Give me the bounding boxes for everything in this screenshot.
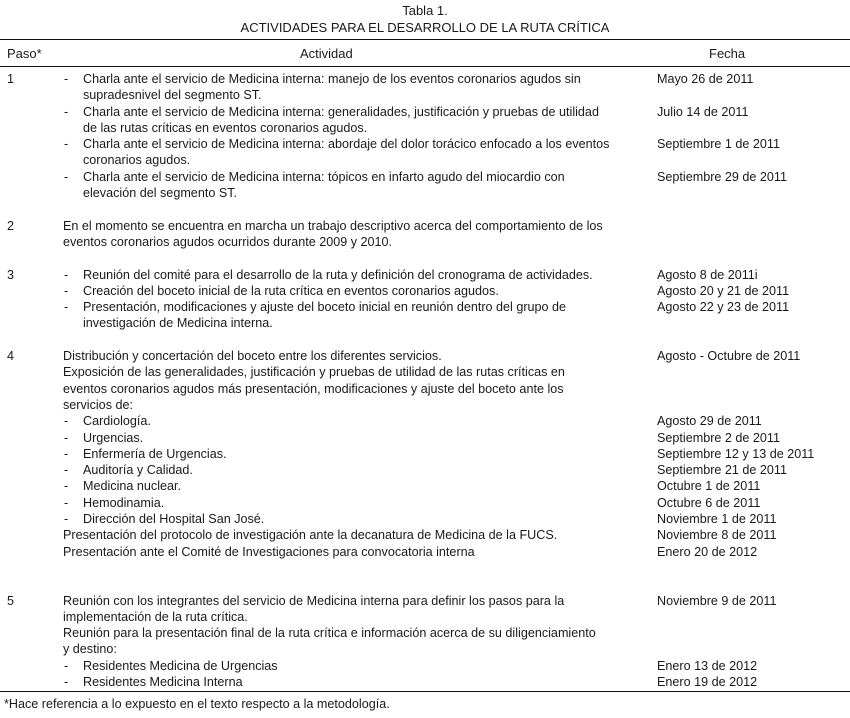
table-line bbox=[0, 641, 850, 657]
activity-text: Hemodinamia. bbox=[83, 495, 165, 510]
activity-date: Julio 14 de 2011 bbox=[657, 104, 749, 119]
activity-date: Agosto 8 de 2011i bbox=[657, 267, 758, 282]
activity-text: investigación de Medicina interna. bbox=[83, 316, 273, 331]
table-line bbox=[0, 674, 850, 690]
activity-text: Auditoría y Calidad. bbox=[83, 463, 193, 478]
table-row bbox=[0, 218, 850, 267]
activity-text: Medicina nuclear. bbox=[83, 479, 182, 494]
bullet-dash: - bbox=[64, 674, 69, 689]
bullet-dash: - bbox=[64, 300, 69, 315]
bullet-dash: - bbox=[64, 495, 69, 510]
activity-date: Noviembre 9 de 2011 bbox=[657, 593, 777, 608]
activity-text: coronarios agudos. bbox=[83, 153, 191, 168]
activity-text: elevación del segmento ST. bbox=[83, 186, 238, 201]
activity-text: eventos coronarios agudos ocurridos durante 2009 y 2010. bbox=[63, 234, 393, 249]
bullet-dash: - bbox=[64, 512, 69, 527]
row-spacer bbox=[0, 560, 850, 576]
table-line bbox=[0, 544, 850, 560]
activity-text: Presentación ante el Comité de Investigaciones para convocatoria interna bbox=[63, 544, 475, 559]
table-line bbox=[0, 218, 850, 234]
activity-date: Noviembre 1 de 2011 bbox=[657, 512, 777, 527]
activity-text: Charla ante el servicio de Medicina interna: generalidades, justificación y pruebas de utilidad bbox=[83, 104, 599, 119]
activity-date: Agosto - Octubre de 2011 bbox=[657, 349, 801, 364]
bullet-dash: - bbox=[64, 104, 69, 119]
bullet-dash: - bbox=[64, 479, 69, 494]
activity-text: servicios de: bbox=[63, 397, 133, 412]
bullet-dash: - bbox=[64, 446, 69, 461]
activity-text: Exposición de las generalidades, justificación y pruebas de utilidad de las rutas críticas en bbox=[63, 365, 565, 380]
activity-date: Septiembre 2 de 2011 bbox=[657, 430, 780, 445]
table-line bbox=[0, 430, 850, 446]
bullet-dash: - bbox=[64, 414, 69, 429]
table-line bbox=[0, 658, 850, 674]
table-row bbox=[0, 267, 850, 348]
bullet-dash: - bbox=[64, 430, 69, 445]
activity-text: Residentes Medicina Interna bbox=[83, 674, 243, 689]
activity-date: Enero 13 de 2012 bbox=[657, 658, 758, 673]
activity-date: Agosto 29 de 2011 bbox=[657, 414, 762, 429]
row-spacer bbox=[0, 576, 850, 592]
table-title: ACTIVIDADES PARA EL DESARROLLO DE LA RUTA CRÍTICA bbox=[240, 20, 610, 35]
activity-text: eventos coronarios agudos más presentación, modificaciones y ajuste del boceto ante los bbox=[63, 381, 564, 396]
row-spacer bbox=[0, 201, 850, 217]
activity-date: Octubre 6 de 2011 bbox=[657, 495, 761, 510]
table-line bbox=[0, 381, 850, 397]
activity-date: Octubre 1 de 2011 bbox=[657, 479, 761, 494]
header-fecha: Fecha bbox=[709, 46, 746, 61]
table-line bbox=[0, 364, 850, 380]
activity-text: Charla ante el servicio de Medicina interna: abordaje del dolor torácico enfocado a los eventos bbox=[83, 137, 610, 152]
bullet-dash: - bbox=[64, 463, 69, 478]
table-number: Tabla 1. bbox=[402, 3, 448, 18]
table-row bbox=[0, 593, 850, 691]
table-line bbox=[0, 593, 850, 609]
table-line bbox=[0, 71, 850, 87]
table-line bbox=[0, 315, 850, 331]
table-line bbox=[0, 234, 850, 250]
table-line bbox=[0, 413, 850, 429]
bullet-dash: - bbox=[64, 169, 69, 184]
activity-date: Mayo 26 de 2011 bbox=[657, 72, 754, 86]
activity-date: Noviembre 8 de 2011 bbox=[657, 528, 777, 543]
activity-text: Presentación del protocolo de investigación ante la decanatura de Medicina de la FUCS. bbox=[63, 528, 558, 543]
activity-text: Charla ante el servicio de Medicina interna: tópicos en infarto agudo del miocardio con bbox=[83, 169, 565, 184]
activity-text: Distribución y concertación del boceto entre los diferentes servicios. bbox=[63, 349, 442, 364]
bullet-dash: - bbox=[64, 137, 69, 152]
activity-date: Septiembre 21 de 2011 bbox=[657, 463, 787, 478]
activity-text: Presentación, modificaciones y ajuste del boceto inicial en reunión dentro del grupo de bbox=[83, 300, 567, 315]
activity-text: Residentes Medicina de Urgencias bbox=[83, 658, 278, 673]
activity-date: Septiembre 12 y 13 de 2011 bbox=[657, 446, 815, 461]
bullet-dash: - bbox=[64, 283, 69, 298]
table-line bbox=[0, 185, 850, 201]
header-rule bbox=[0, 66, 850, 67]
activity-text: Enfermería de Urgencias. bbox=[83, 446, 227, 461]
bottom-rule bbox=[0, 691, 850, 692]
step-number: 3 bbox=[7, 267, 15, 282]
activity-date: Septiembre 1 de 2011 bbox=[657, 137, 780, 152]
activity-text: Dirección del Hospital San José. bbox=[83, 512, 265, 527]
activity-text: supradesnivel del segmento ST. bbox=[83, 88, 262, 103]
table-line bbox=[0, 625, 850, 641]
table-line bbox=[0, 446, 850, 462]
activity-text: Cardiología. bbox=[83, 414, 151, 429]
bullet-dash: - bbox=[64, 267, 69, 282]
table-line bbox=[0, 511, 850, 527]
table-line bbox=[0, 136, 850, 152]
table-line bbox=[0, 120, 850, 136]
activity-text: Urgencias. bbox=[83, 430, 144, 445]
table-row bbox=[0, 348, 850, 592]
row-spacer bbox=[0, 332, 850, 348]
step-number: 1 bbox=[7, 72, 15, 86]
header-actividad: Actividad bbox=[300, 46, 353, 61]
activity-text: En el momento se encuentra en marcha un trabajo descriptivo acerca del comportamiento de los bbox=[63, 218, 603, 233]
table-line bbox=[0, 267, 850, 283]
step-number: 4 bbox=[7, 349, 15, 364]
table-line bbox=[0, 348, 850, 364]
step-number: 2 bbox=[7, 218, 15, 233]
table-line bbox=[0, 397, 850, 413]
table-line bbox=[0, 527, 850, 543]
table-line bbox=[0, 169, 850, 185]
header-paso: Paso* bbox=[7, 46, 42, 61]
table-line bbox=[0, 609, 850, 625]
bullet-dash: - bbox=[64, 72, 69, 86]
table-line bbox=[0, 152, 850, 168]
activity-text: implementación de la ruta crítica. bbox=[63, 609, 248, 624]
table-line bbox=[0, 478, 850, 494]
top-rule bbox=[0, 39, 850, 40]
activity-text: de las rutas críticas en eventos coronarios agudos. bbox=[83, 120, 368, 135]
activity-text: Reunión para la presentación final de la ruta crítica e información acerca de su diligenciamiento bbox=[63, 626, 596, 641]
row-spacer bbox=[0, 250, 850, 266]
activity-text: Charla ante el servicio de Medicina interna: manejo de los eventos coronarios agudos sin bbox=[83, 72, 581, 86]
activity-date: Agosto 20 y 21 de 2011 bbox=[657, 283, 790, 298]
activity-date: Enero 20 de 2012 bbox=[657, 544, 758, 559]
activity-date: Septiembre 29 de 2011 bbox=[657, 169, 787, 184]
table-line bbox=[0, 299, 850, 315]
footnote: *Hace referencia a lo expuesto en el texto respecto a la metodología. bbox=[4, 697, 390, 711]
table-line bbox=[0, 283, 850, 299]
activity-date: Agosto 22 y 23 de 2011 bbox=[657, 300, 790, 315]
table-body bbox=[0, 71, 850, 690]
table-line bbox=[0, 495, 850, 511]
table-line bbox=[0, 87, 850, 103]
activity-date: Enero 19 de 2012 bbox=[657, 674, 758, 689]
step-number: 5 bbox=[7, 593, 15, 608]
activity-text: Creación del boceto inicial de la ruta crítica en eventos coronarios agudos. bbox=[83, 283, 499, 298]
activity-text: y destino: bbox=[63, 642, 117, 657]
table-row bbox=[0, 71, 850, 218]
bullet-dash: - bbox=[64, 658, 69, 673]
activity-text: Reunión con los integrantes del servicio de Medicina interna para definir los pasos para la bbox=[63, 593, 565, 608]
table-line bbox=[0, 104, 850, 120]
table-line bbox=[0, 462, 850, 478]
activity-text: Reunión del comité para el desarrollo de la ruta y definición del cronograma de actividades. bbox=[83, 267, 593, 282]
